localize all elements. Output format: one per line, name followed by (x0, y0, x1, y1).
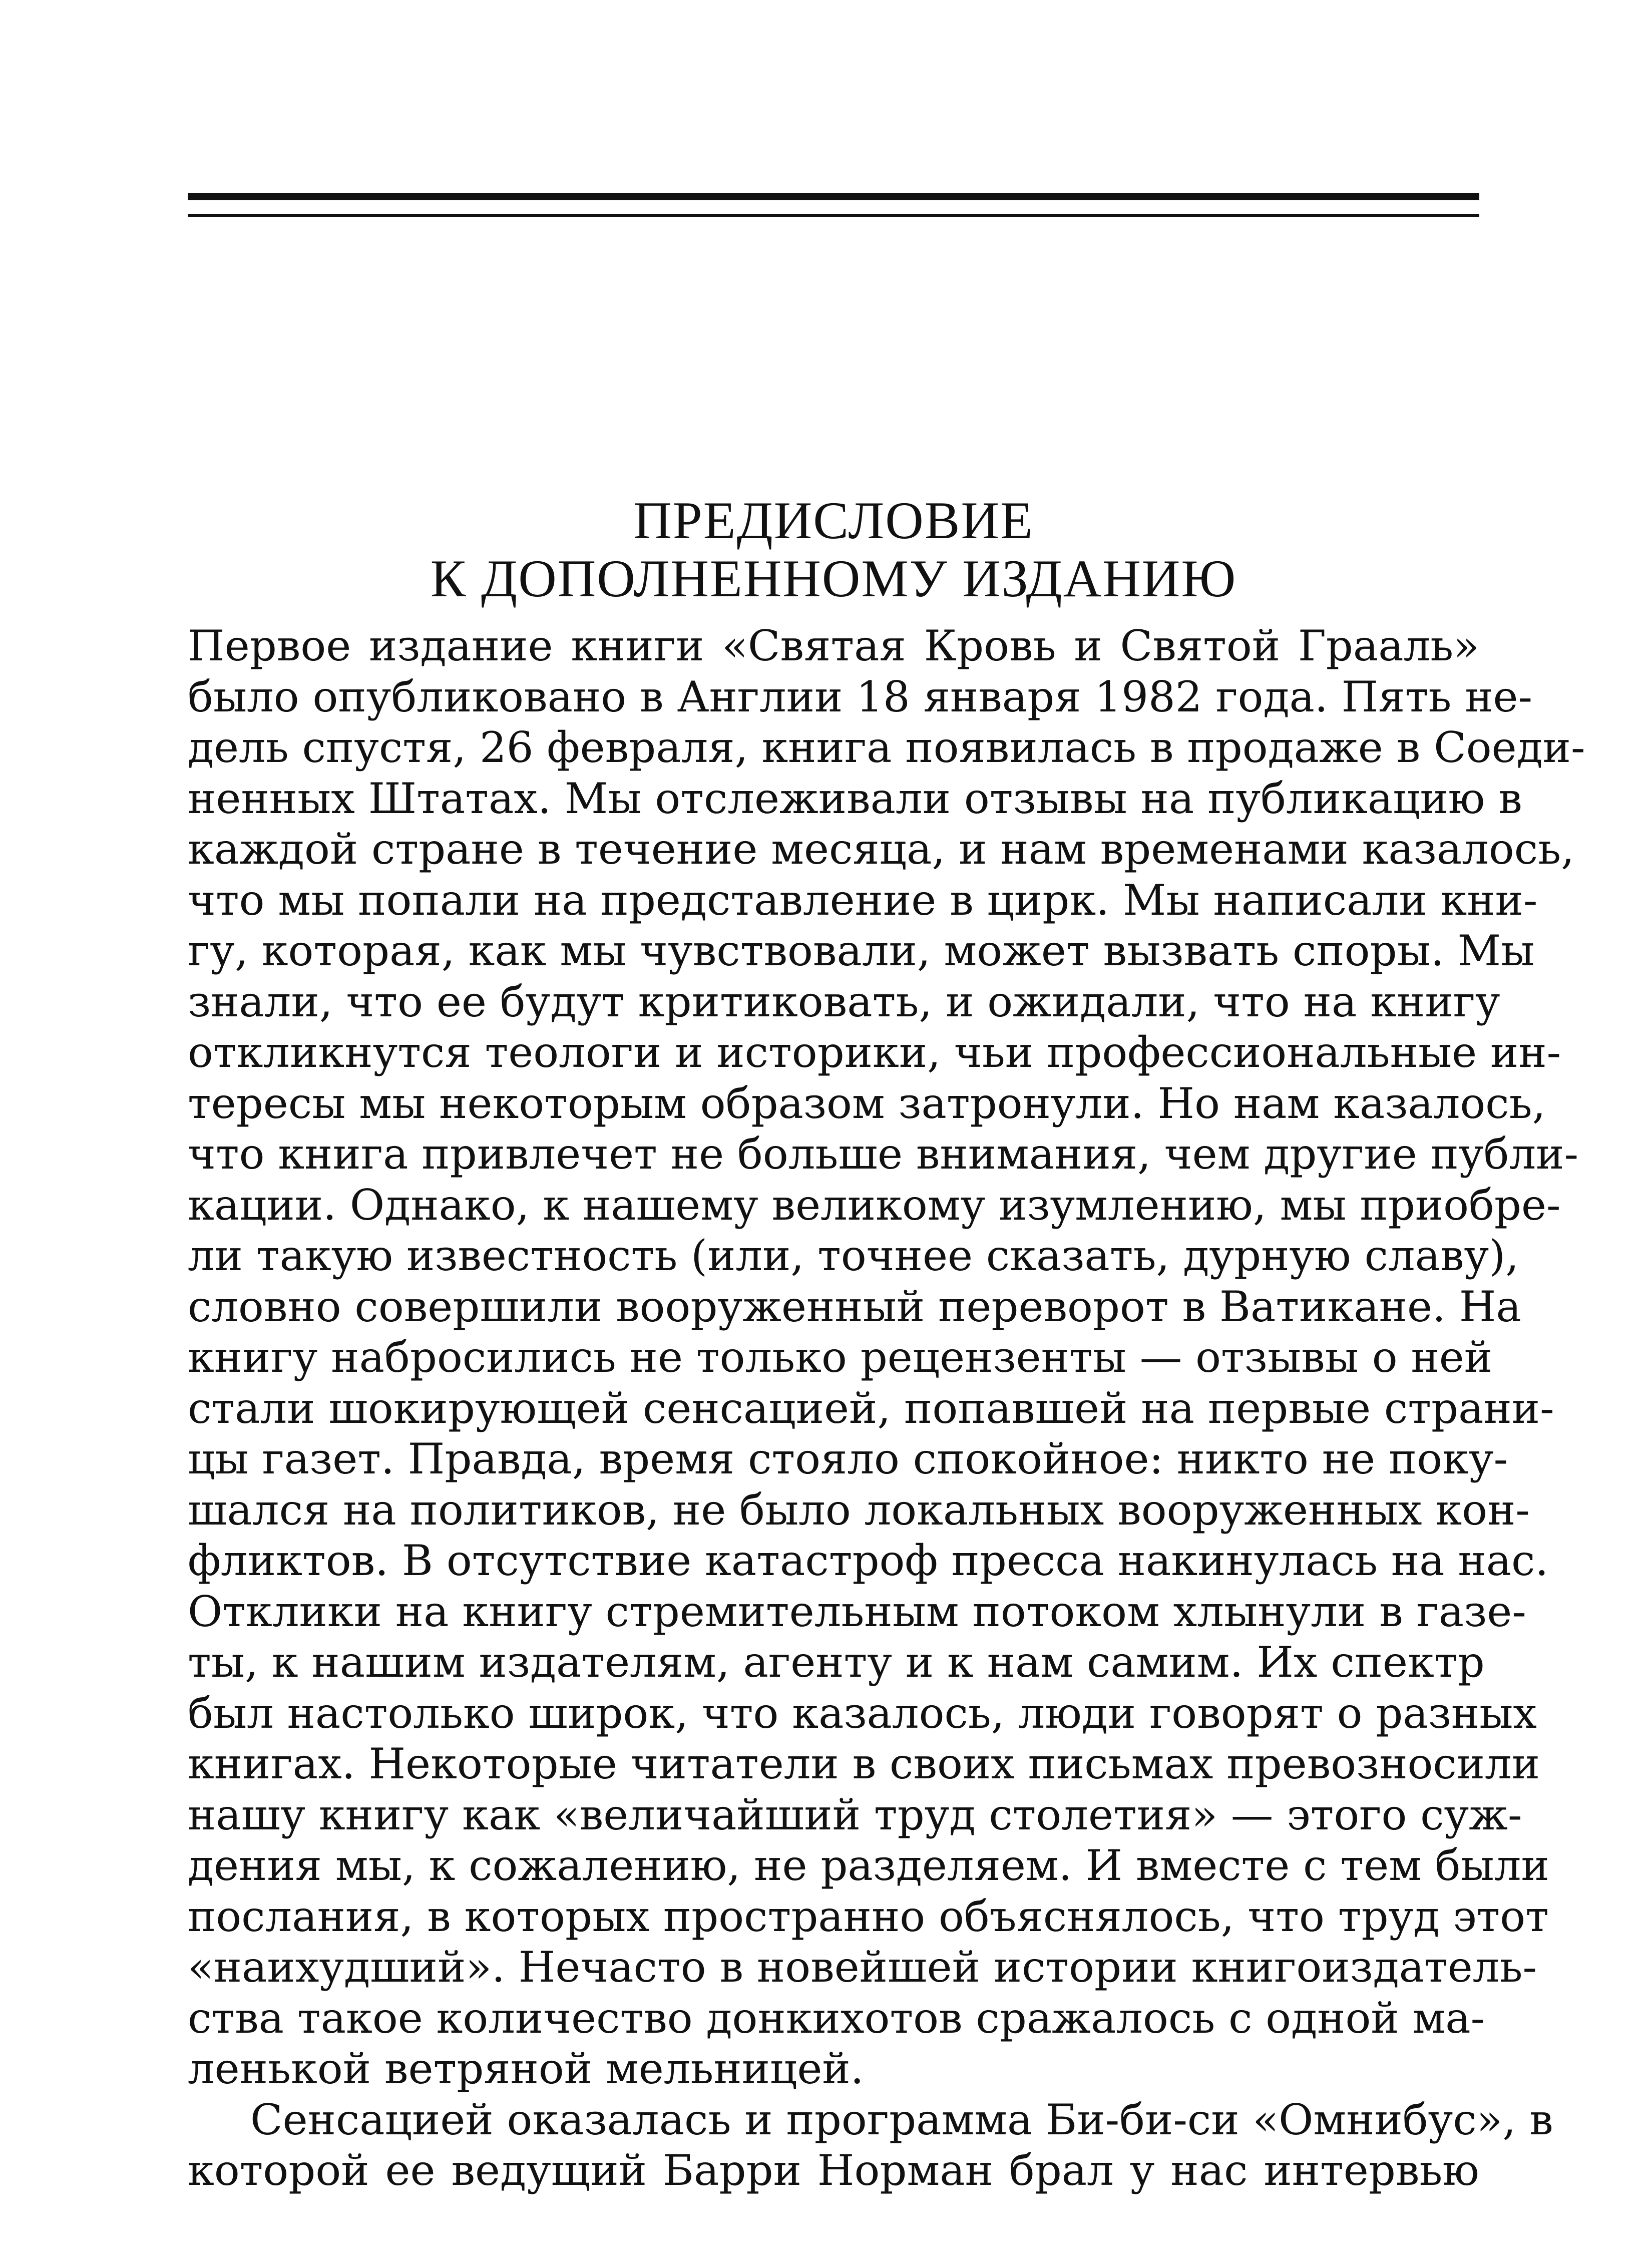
header-rule-thick (188, 193, 1479, 200)
text-line: ты, к нашим издателям, агенту и к нам самим. Их спектр (188, 1638, 1485, 1687)
text-line: что книга привлечет не больше внимания, чем другие публи- (188, 1129, 1579, 1179)
text-line: послания, в которых пространно объяснялось, что труд этот (188, 1892, 1549, 1941)
text-line: Отклики на книгу стремительным потоком хлынули в газе- (188, 1587, 1526, 1636)
text-line: «наихудший». Нечасто в новейшей истории книгоиздатель- (188, 1943, 1537, 1992)
chapter-title (188, 492, 1479, 608)
text-line: ленькой ветряной мельницей. (188, 2044, 864, 2093)
text-line: знали, что ее будут критиковать, и ожидали, что на книгу (188, 977, 1500, 1026)
text-line: дения мы, к сожалению, не разделяем. И вместе с тем были (188, 1841, 1549, 1890)
text-line: книгу набросились не только рецензенты — отзывы о ней (188, 1333, 1493, 1382)
header-rule-thin (188, 214, 1479, 217)
text-line: дель спустя, 26 февраля, книга появилась в продаже в Соеди- (188, 723, 1585, 772)
text-line: стали шокирующей сенсацией, попавшей на первые страни- (188, 1383, 1554, 1433)
text-line: книгах. Некоторые читатели в своих письмах превозносили (188, 1739, 1540, 1788)
text-line: был настолько широк, что казалось, люди говорят о разных (188, 1688, 1537, 1738)
text-line: кации. Однако, к нашему великому изумлению, мы приобре- (188, 1180, 1561, 1230)
text-line: фликтов. В отсутствие катастроф пресса накинулась на нас. (188, 1536, 1549, 1585)
text-line: шался на политиков, не было локальных вооруженных кон- (188, 1485, 1530, 1535)
chapter-title-line-2: К ДОПОЛНЕННОМУ ИЗДАНИЮ (430, 549, 1237, 608)
text-line: тересы мы некоторым образом затронули. Но нам казалось, (188, 1078, 1546, 1128)
text-line: ли такую известность (или, точнее сказать, дурную славу), (188, 1231, 1519, 1280)
text-line: словно совершили вооруженный переворот в Ватикане. На (188, 1282, 1521, 1331)
text-line: что мы попали на представление в цирк. Мы написали кни- (188, 875, 1538, 925)
body-text (188, 621, 1585, 2196)
text-line: откликнутся теологи и историки, чьи профессиональные ин- (188, 1028, 1561, 1077)
chapter-title-line-1: ПРЕДИСЛОВИЕ (633, 491, 1034, 550)
text-line: ства такое количество донкихотов сражалось с одной ма- (188, 1993, 1485, 2043)
text-line: цы газет. Правда, время стояло спокойное: никто не поку- (188, 1434, 1508, 1483)
text-line: гу, которая, как мы чувствовали, может вызвать споры. Мы (188, 926, 1535, 975)
text-line: Первое издание книги «Святая Кровь и Святой Грааль» (188, 621, 1479, 670)
text-line: ненных Штатах. Мы отслеживали отзывы на публикацию в (188, 774, 1522, 823)
text-line: было опубликовано в Англии 18 января 1982 года. Пять не- (188, 672, 1533, 721)
text-line: которой ее ведущий Барри Норман брал у нас интервью (188, 2146, 1479, 2195)
text-line: нашу книгу как «величайший труд столетия» — этого суж- (188, 1790, 1522, 1839)
text-line: Сенсацией оказалась и программа Би-би-си «Омнибус», в (250, 2095, 1553, 2144)
text-line: каждой стране в течение месяца, и нам временами казалось, (188, 825, 1574, 874)
